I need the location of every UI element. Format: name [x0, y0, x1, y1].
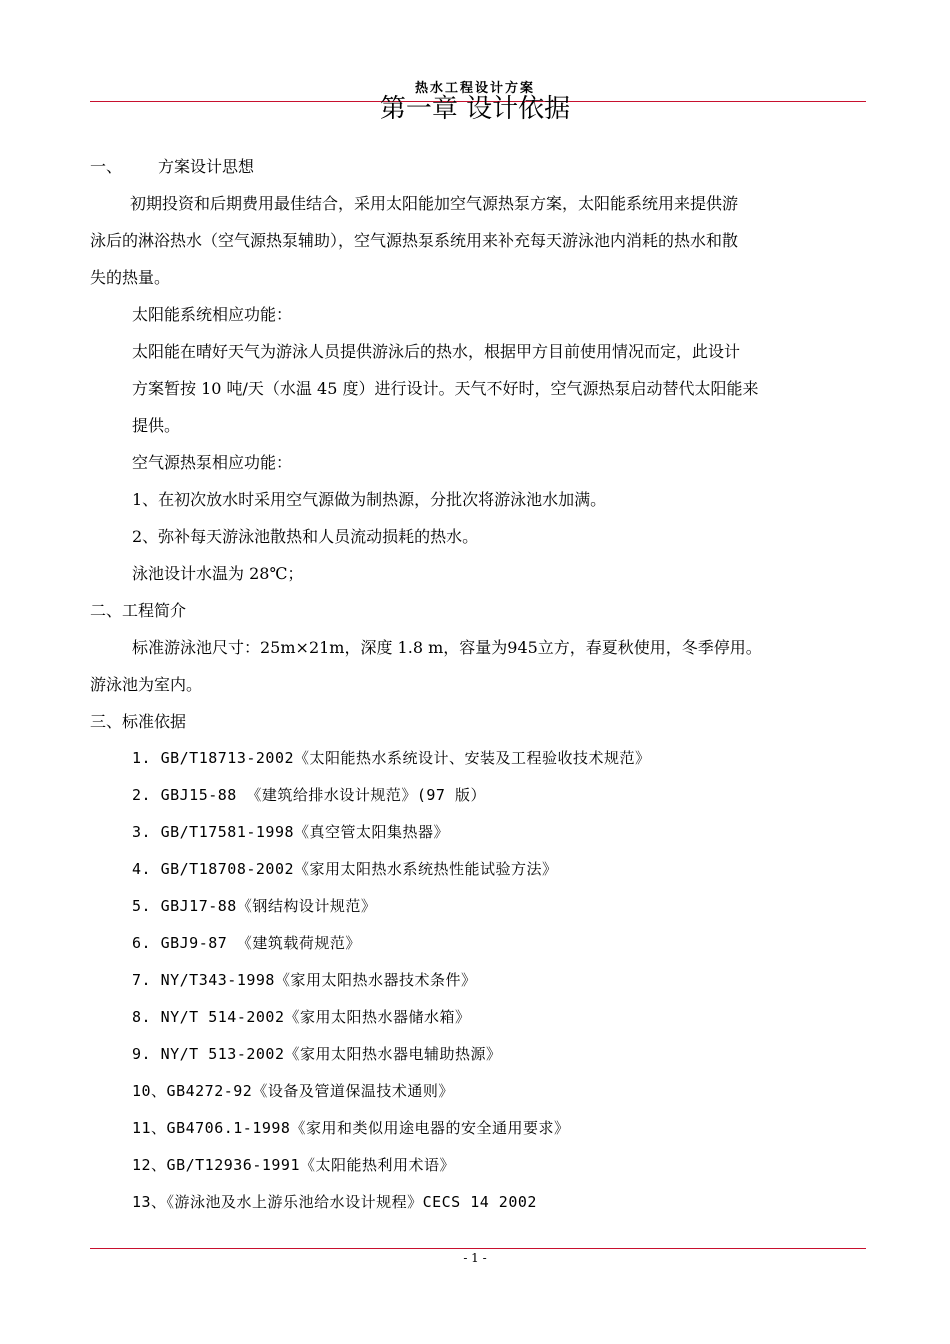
- section-1-heading: [90, 148, 870, 185]
- list-item: 2、弥补每天游泳池散热和人员流动损耗的热水。: [132, 527, 479, 546]
- paragraph-line: 标准游泳池尺寸：25m×21m，深度 1.8 m，容量为945立方，春夏秋使用，冬季停用。: [132, 638, 762, 657]
- heatpump-function-heading: 空气源热泵相应功能：: [132, 453, 293, 472]
- standard-item: 13、《游泳池及水上游乐池给水设计规程》CECS 14 2002: [132, 1193, 537, 1211]
- footer-rule: [90, 1248, 866, 1249]
- paragraph-line: 失的热量。: [90, 268, 171, 287]
- standard-item: 3. GB/T17581-1998《真空管太阳集热器》: [132, 823, 450, 841]
- standard-item: 11、GB4706.1-1998《家用和类似用途电器的安全通用要求》: [132, 1119, 570, 1137]
- list-item: 1、在初次放水时采用空气源做为制热源，分批次将游泳池水加满。: [132, 490, 607, 509]
- standard-item: 2. GBJ15-88 《建筑给排水设计规范》(97 版）: [132, 786, 486, 804]
- solar-function-heading: 太阳能系统相应功能：: [132, 305, 293, 324]
- page-number: - 1 -: [463, 1251, 487, 1265]
- chapter-title: 第一章 设计依据: [379, 94, 571, 124]
- section-2-title: 二、工程简介: [90, 601, 187, 620]
- paragraph-line: 泳后的淋浴热水（空气源热泵辅助），空气源热泵系统用来补充每天游泳池内消耗的热水和散: [90, 231, 739, 250]
- standard-item: 12、GB/T12936-1991《太阳能热利用术语》: [132, 1156, 455, 1174]
- paragraph-line: 方案暂按 10 吨/天（水温 45 度）进行设计。天气不好时，空气源热泵启动替代太阳能来: [132, 379, 759, 398]
- standard-item: 8. NY/T 514-2002《家用太阳热水器储水箱》: [132, 1008, 471, 1026]
- standard-item: 6. GBJ9-87 《建筑载荷规范》: [132, 934, 361, 952]
- paragraph-line: 初期投资和后期费用最佳结合，采用太阳能加空气源热泵方案，太阳能系统用来提供游: [130, 194, 739, 213]
- standard-item: 7. NY/T343-1998《家用太阳热水器技术条件》: [132, 971, 477, 989]
- paragraph-line: 游泳池为室内。: [90, 675, 203, 694]
- pool-temperature: 泳池设计水温为 28℃；: [132, 564, 304, 583]
- paragraph-line: 提供。: [132, 416, 181, 435]
- standard-item: 4. GB/T18708-2002《家用太阳热水系统热性能试验方法》: [132, 860, 558, 878]
- standard-item: 10、GB4272-92《设备及管道保温技术通则》: [132, 1082, 454, 1100]
- paragraph-line: 太阳能在晴好天气为游泳人员提供游泳后的热水，根据甲方目前使用情况而定，此设计: [132, 342, 741, 361]
- standard-item: 5. GBJ17-88《钢结构设计规范》: [132, 897, 377, 915]
- standard-item: 9. NY/T 513-2002《家用太阳热水器电辅助热源》: [132, 1045, 502, 1063]
- section-1-number: 一、: [90, 157, 123, 176]
- standard-item: 1. GB/T18713-2002《太阳能热水系统设计、安装及工程验收技术规范》: [132, 749, 651, 767]
- document-body: [90, 148, 870, 1221]
- section-3-title: 三、标准依据: [90, 712, 187, 731]
- running-header-title: 热水工程设计方案: [414, 81, 535, 96]
- section-1-title: 方案设计思想: [158, 157, 255, 176]
